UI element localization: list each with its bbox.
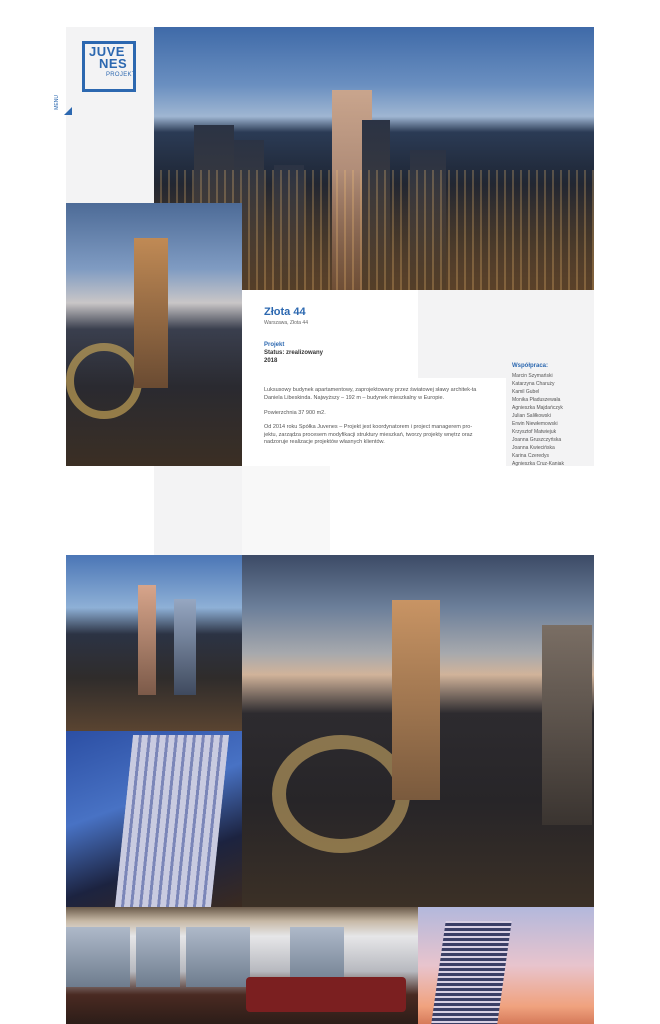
gallery-image-zlota-dusk[interactable]: [242, 555, 594, 907]
menu-corner-icon: [64, 107, 72, 115]
mall-roof: [66, 343, 142, 419]
window: [136, 927, 180, 987]
project-title: Złota 44: [264, 306, 306, 318]
palace-of-culture: [138, 585, 156, 695]
zlota-tower-image: [66, 203, 242, 466]
collaboration-list: [512, 372, 592, 468]
logo-text-line2: NES: [99, 56, 128, 71]
collaborator: Erwin Niewłemowski: [512, 421, 558, 427]
project-year: 2018: [264, 358, 278, 364]
window: [66, 927, 130, 987]
gallery-image-interior[interactable]: [66, 907, 418, 1024]
project-area: Powierzchnia 37 900 m2.: [264, 410, 326, 416]
zlota-tower: [134, 238, 168, 388]
bg-shade-block: [418, 290, 506, 378]
project-section-label: Projekt: [264, 342, 285, 348]
window: [186, 927, 250, 987]
collaborator: Julian Saliłkowski: [512, 413, 551, 419]
collaborator: Karina Czeredys: [512, 453, 549, 459]
collaborator: Agnieszka Cruz-Kaniak: [512, 461, 564, 467]
bg-shade-block: [242, 466, 330, 555]
skyline-tower: [174, 599, 196, 695]
gallery-image-skyline-day[interactable]: [66, 555, 242, 731]
bg-shade-block: [154, 466, 242, 555]
zlota-tower: [430, 921, 511, 1024]
menu-toggle[interactable]: [56, 95, 74, 117]
sofa: [246, 977, 406, 1012]
mall-roof: [272, 735, 410, 853]
collaborator: Kamil Gubel: [512, 389, 540, 395]
collaborator: Katarzyna Charuży: [512, 381, 555, 387]
collaborator: Marcin Szymański: [512, 373, 553, 379]
project-status: Status: zrealizowany: [264, 350, 324, 356]
logo-text-line1: JUVE: [89, 44, 125, 59]
collaborator: Joanna Gruszczyńska: [512, 437, 562, 443]
project-description-2: Od 2014 roku Spółka Juvenes – Projekt jest koordynatorem i project managerem pro-jektu, zarządza procesem modyfikacji struktury mieszkań, tworzy projekty wnętrz oraz nadzoruje realizacje projektów własnych klientów.: [264, 424, 473, 445]
project-location: Warszawa, Złota 44: [264, 320, 308, 326]
collaborator: Krzysztof Matwiejuk: [512, 429, 557, 435]
menu-label: MENU: [54, 95, 60, 110]
project-description: Luksusowy budynek apartamentowy, zaprojektowany przez światowej sławy architek-ta Daniela Libeskinda. Najwyższy – 192 m – budynek mieszkalny w Europie.: [264, 387, 477, 401]
collaborator: Agnieszka Majdańczyk: [512, 405, 563, 411]
skyline-tower: [542, 625, 592, 825]
zlota-facade: [115, 735, 229, 907]
collaborator: Monika Pładuszewała: [512, 397, 561, 403]
zlota-tower: [392, 600, 440, 800]
gallery-image-tower-sunset[interactable]: [418, 907, 594, 1024]
gallery-image-facade-night[interactable]: [66, 731, 242, 907]
logo-text-line3: PROJEKT: [106, 72, 136, 78]
juvenes-logo[interactable]: [82, 41, 136, 92]
collaborator: Joanna Kwiecińska: [512, 445, 555, 451]
collaboration-heading: Współpraca:: [512, 363, 549, 369]
